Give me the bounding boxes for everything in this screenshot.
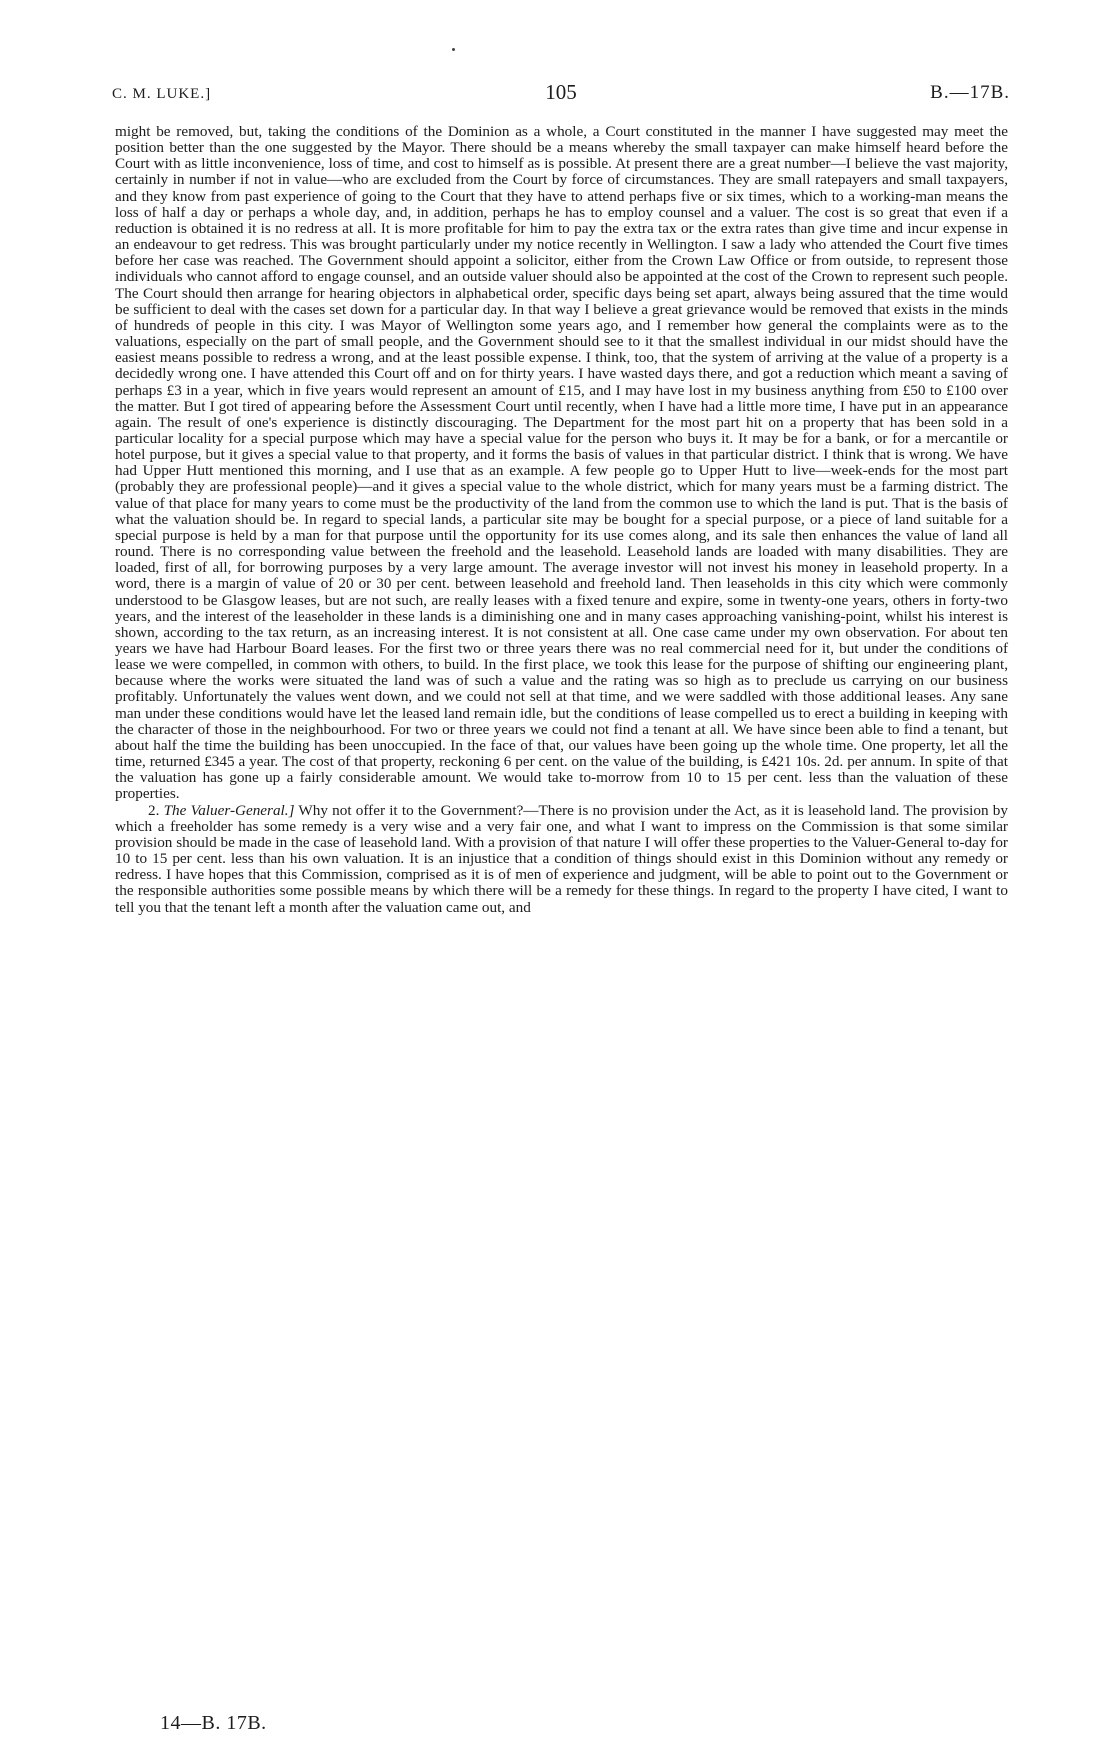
running-header — [112, 80, 1010, 110]
paragraph-question-2 — [115, 803, 1008, 916]
print-speck — [452, 48, 455, 51]
question-speaker: The Valuer-General.] — [163, 801, 295, 819]
body-text — [115, 124, 1008, 916]
question-number: 2. — [148, 801, 160, 819]
page-number: 105 — [545, 80, 577, 104]
paragraph-continuation: might be removed, but, taking the conditions of the Dominion as a whole, a Court constituted in the manner I have suggested may meet the position better than the one suggested by the Mayor. There should be a means whereby the small taxpayer can make himself heard before the Court with as little inconvenience, loss of time, and cost to himself as is possible. At present there are a great number—I believe the vast majority, certainly in number if not in value—who are excluded from the Court by force of circumstances. They are small ratepayers and small taxpayers, and they know from past experience of going to the Court that they have to attend perhaps five or six times, which to a working-man means the loss of half a day or perhaps a whole day, and, in addition, perhaps he has to employ counsel and a valuer. The cost is so great that even if a reduction is obtained it is no redress at all. It is more profitable for him to pay the extra tax or the extra rates than give time and incur expense in an endeavour to get redress. This was brought particularly under my notice recently in Wellington. I saw a lady who attended the Court five times before her case was reached. The Government should appoint a solicitor, either from the Crown Law Office or from outside, to represent those individuals who cannot afford to engage counsel, and an outside valuer should also be appointed at the cost of the Crown to represent such people. The Court should then arrange for hearing objectors in alphabetical order, specific days being set apart, always being assured that the time would be sufficient to deal with the cases set down for a particular day. In that way I believe a great grievance would be removed that exists in the minds of hundreds of people in this city. I was Mayor of Wellington some years ago, and I remember how general the complaints were as to the valuations, especially on the part of small people, and the Government should see to it that the smallest individual in our midst should have the easiest means possible to redress a wrong, and at the least possible expense. I think, too, that the system of arriving at the value of a property is a decidedly wrong one. I have attended this Court off and on for thirty years. I have wasted days there, and got a reduction which meant a saving of perhaps £3 in a year, which in five years would represent an amount of £15, and I may have lost in my business anything from £50 to £100 over the matter. But I got tired of appearing before the Assessment Court until recently, when I have had a little more time, I have put in an appearance again. The result of one's experience is distinctly discouraging. The Department for the most part hit on a property that has been sold in a particular locality for a special purpose which may have a special value for the person who buys it. It may be for a bank, or for a mercantile or hotel purpose, but it gives a special value to that property, and it forms the basis of values in that particular district. I think that is wrong. We have had Upper Hutt mentioned this morning, and I use that as an example. A few people go to Upper Hutt to live—week-ends for the most part (probably they are professional people)—and it gives a special value to the whole district, which for many years must be a farming district. The value of that place for many years to come must be the productivity of the land from the common use to which the land is put. That is the basis of what the valuation should be. In regard to special lands, a particular site may be bought for a special purpose, or a piece of land suitable for a special purpose is held by a man for that purpose until the opportunity for its use comes along, and its sale then enhances the value of land all round. There is no corresponding value between the freehold and the leasehold. Leasehold lands are loaded with many disabilities. They are loaded, first of all, for borrowing purposes by a very large amount. The average investor will not invest his money in leasehold property. In a word, there is a margin of value of 20 or 30 per cent. between leasehold and freehold land. Then leaseholds in this city which were commonly understood to be Glasgow leases, but are not such, are really leases with a fixed tenure and expire, some in twenty-one years, others in forty-two years, and the interest of the leaseholder in these lands is a diminishing one and in many cases approaching vanishing-point, whilst his interest is shown, according to the tax return, as an increasing interest. It is not consistent at all. One case came under my own observation. For about ten years we have had Harbour Board leases. For the first two or three years there was no real commercial need for it, but under the conditions of lease we were compelled, in common with others, to build. In the first place, we took this lease for the purpose of shifting our engineering plant, because where the works were situated the land was of such a value and the rating was so high as to preclude us carrying on our business profitably. Unfortunately the values went down, and we could not sell at that time, and we were saddled with those additional leases. Any sane man under these conditions would have let the leased land remain idle, but the conditions of lease compelled us to erect a building in keeping with the character of those in the neighbourhood. For two or three years we could not find a tenant at all. We have since been able to find a tenant, but about half the time the building has been unoccupied. In the face of that, our values have been going up the whole time. One property, let all the time, returned £345 a year. The cost of that property, reckoning 6 per cent. on the value of the building, is £421 10s. 2d. per annum. In spite of that the valuation has gone up a fairly considerable amount. We would take to-morrow from 10 to 15 per cent. less than the valuation of these properties. — [115, 123, 1008, 803]
question-answer-text: Why not offer it to the Government?—There is no provision under the Act, as it is leasehold land. The provision by which a freeholder has some remedy is a very wise and a very fair one, and what I want to impress on the Commission is that some similar provision should be made in the case of leasehold land. With a provision of that nature I will offer these properties to the Valuer-General to-day for 10 to 15 per cent. less than his own valuation. It is an injustice that a condition of things should exist in this Dominion without any remedy or redress. I have hopes that this Commission, comprised as it is of men of experience and judgment, will be able to point out to the Government or the responsible authorities some possible means by which there will be a remedy for these things. In regard to the property I have cited, I want to tell you that the tenant left a month after the valuation came out, and — [115, 801, 1008, 916]
signature-line: 14—B. 17B. — [160, 1712, 267, 1734]
header-paper-reference: B.—17B. — [930, 82, 1010, 103]
header-witness-name: C. M. LUKE.] — [112, 86, 212, 102]
